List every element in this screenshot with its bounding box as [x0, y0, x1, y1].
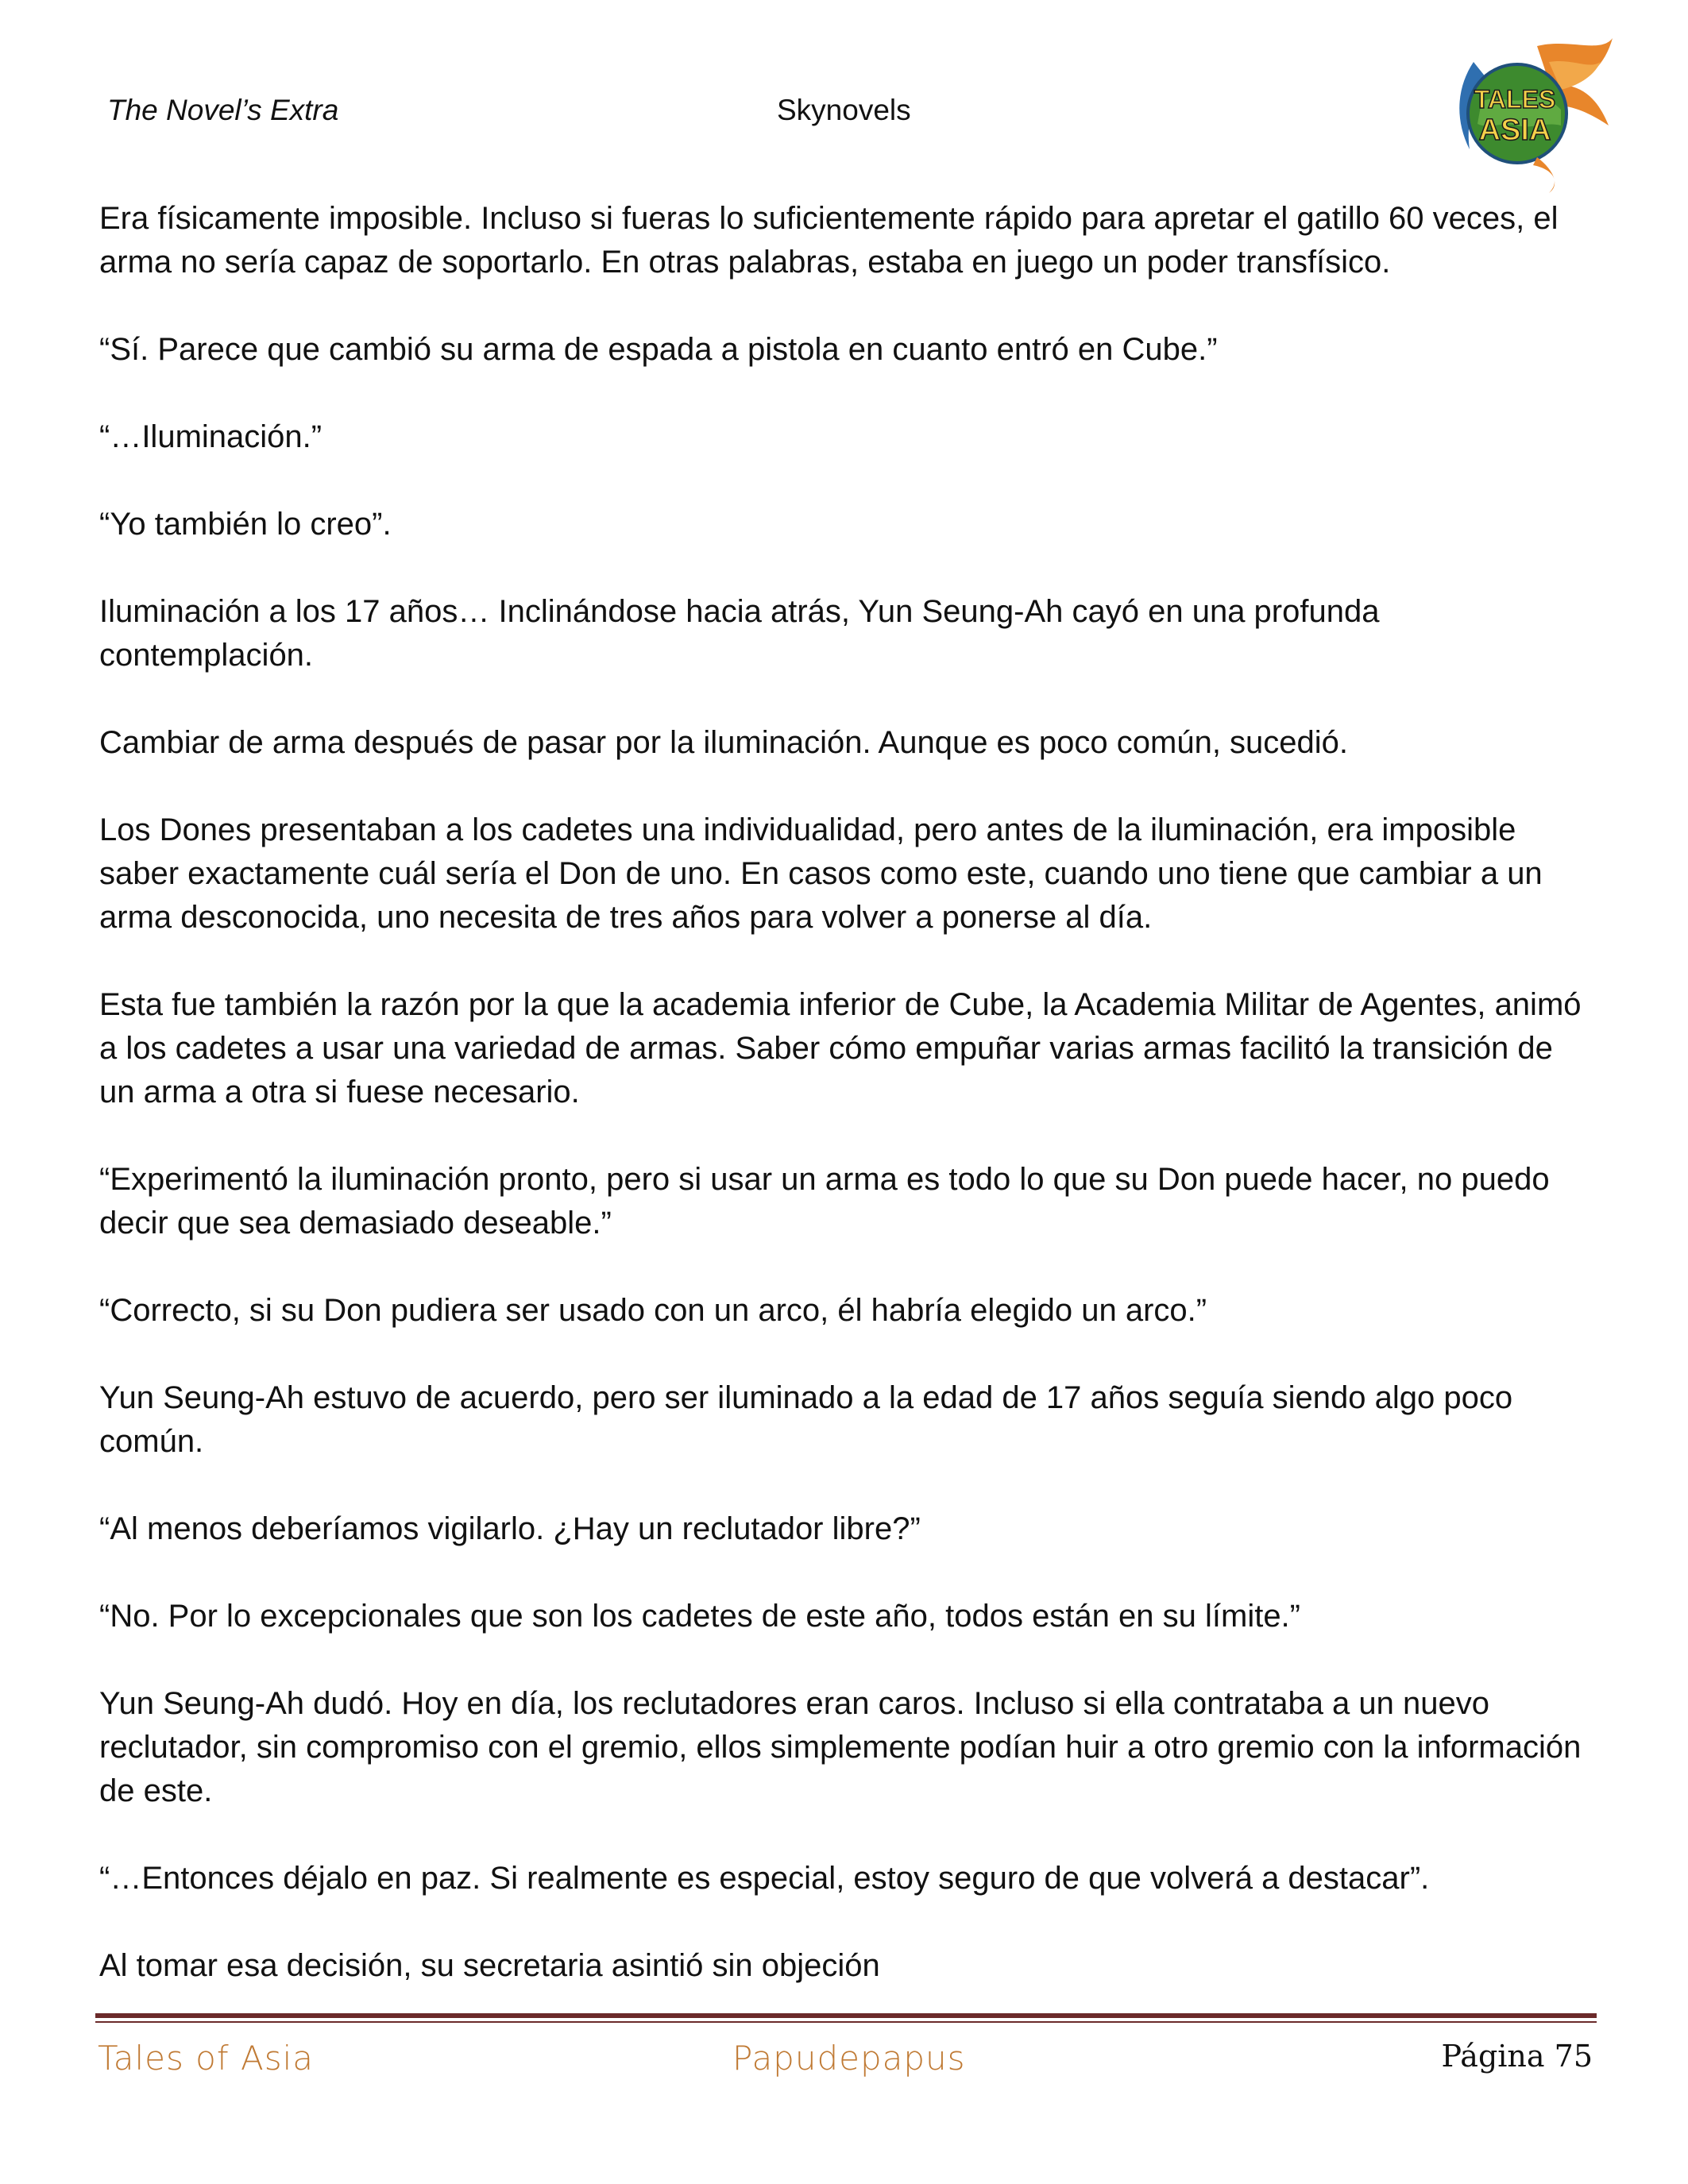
header-site-name: Skynovels [777, 94, 911, 126]
paragraph: “Sí. Parece que cambió su arma de espada a pistola en cuanto entró en Cube.” [99, 332, 1218, 367]
paragraph: Los Dones presentaban a los cadetes una individualidad, pero antes de la iluminación, era imposible saber exactamente cuál sería el Don de uno. En casos como este, cuando uno tiene que cambiar a un arma desconocida, uno necesita de tres años para volver a ponerse al día. [99, 812, 1543, 935]
paragraph: Era físicamente imposible. Incluso si fueras lo suficientemente rápido para apretar el gatillo 60 veces, el arma no sería capaz de soportarlo. En otras palabras, estaba en juego un poder transfísico. [99, 201, 1559, 280]
paragraph: “Experimentó la iluminación pronto, pero si usar un arma es todo lo que su Don puede hacer, no puedo decir que sea demasiado deseable.” [99, 1162, 1550, 1241]
footer-divider-thick [95, 2013, 1597, 2018]
paragraph: Cambiar de arma después de pasar por la iluminación. Aunque es poco común, sucedió. [99, 725, 1349, 760]
footer-divider-thin [95, 2021, 1597, 2023]
header-book-title: The Novel’s Extra [107, 94, 339, 126]
footer-translator: Papudepapus [732, 2039, 966, 2078]
paragraph: “Yo también lo creo”. [99, 507, 392, 542]
logo-text-tales: TALES [1474, 85, 1556, 114]
paragraph: “Correcto, si su Don pudiera ser usado con un arco, él habría elegido un arco.” [99, 1293, 1207, 1328]
paragraph: “No. Por lo excepcionales que son los cadetes de este año, todos están en su límite.” [99, 1599, 1300, 1634]
paragraph: Iluminación a los 17 años… Inclinándose hacia atrás, Yun Seung-Ah cayó en una profunda contemplación. [99, 594, 1380, 673]
logo-tail [1533, 157, 1555, 193]
page-number: Página 75 [1441, 2039, 1593, 2074]
paragraph: Al tomar esa decisión, su secretaria asintió sin objeción [99, 1948, 880, 1983]
paragraph: “…Iluminación.” [99, 419, 323, 454]
footer-group-name: Tales of Asia [98, 2039, 315, 2078]
paragraph: “…Entonces déjalo en paz. Si realmente es especial, estoy seguro de que volverá a destacar”. [99, 1861, 1430, 1896]
paragraph: “Al menos deberíamos vigilarlo. ¿Hay un reclutador libre?” [99, 1511, 921, 1546]
paragraph: Yun Seung-Ah dudó. Hoy en día, los reclutadores eran caros. Incluso si ella contrataba a un nuevo reclutador, sin compromiso con el gremio, ellos simplemente podían huir a otro gremio con la información de este. [99, 1686, 1582, 1808]
paragraph: Esta fue también la razón por la que la academia inferior de Cube, la Academia Militar de Agentes, animó a los cadetes a usar una variedad de armas. Saber cómo empuñar varias armas facilitó la transición de un arma a otra si fuese necesario. [99, 987, 1582, 1109]
page-body [99, 197, 1593, 1988]
logo-text-asia: ASIA [1478, 114, 1551, 147]
paragraph: Yun Seung-Ah estuvo de acuerdo, pero ser iluminado a la edad de 17 años seguía siendo algo poco común. [99, 1380, 1513, 1459]
tales-of-asia-logo [1442, 30, 1617, 197]
